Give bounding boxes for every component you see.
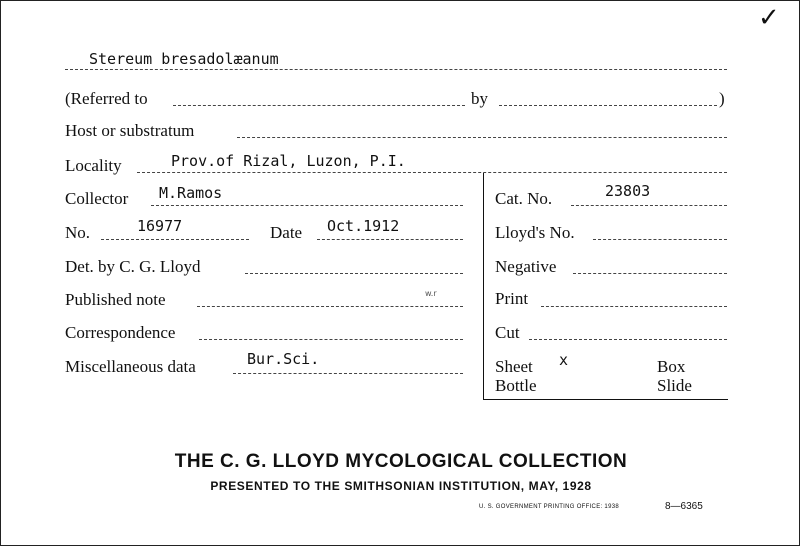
by-line (499, 105, 717, 106)
published-line (197, 306, 463, 307)
correspondence-line (199, 339, 463, 340)
host-line (237, 137, 727, 138)
det-label: Det. by C. G. Lloyd (65, 257, 201, 276)
date-line (317, 239, 463, 240)
referred-to-label: (Referred to (65, 89, 148, 108)
species-name: Stereum bresadolæanum (89, 50, 279, 68)
no-value: 16977 (137, 217, 183, 235)
right-box-border (483, 173, 484, 399)
locality-value: Prov.of Rizal, Luzon, P.I. (171, 152, 406, 170)
published-label: Published note (65, 290, 166, 309)
collector-line (151, 205, 463, 206)
referred-to-line (173, 105, 465, 106)
negative-label: Negative (495, 257, 557, 276)
box-label: Box (657, 357, 686, 376)
misc-label: Miscellaneous data (65, 357, 196, 376)
cut-line (529, 339, 727, 340)
sheet-label: Sheet (495, 357, 533, 376)
locality-line (137, 172, 727, 173)
printer-imprint: U. S. GOVERNMENT PRINTING OFFICE: 1938 (479, 504, 619, 510)
print-line (541, 306, 727, 307)
locality-label: Locality (65, 156, 122, 175)
form-number: 8—6365 (665, 501, 703, 512)
slide-label: Slide (657, 376, 692, 395)
date-value: Oct.1912 (327, 217, 400, 235)
det-line (245, 273, 463, 274)
negative-line (573, 273, 727, 274)
close-paren: ) (719, 89, 725, 108)
correspondence-label: Correspondence (65, 323, 176, 342)
collection-subtitle: PRESENTED TO THE SMITHSONIAN INSTITUTION, MAY, 1928 (210, 479, 592, 493)
check-mark: ✓ (758, 3, 780, 33)
host-label: Host or substratum (65, 121, 195, 140)
species-line (65, 69, 727, 70)
cut-label: Cut (495, 323, 520, 342)
right-box-bottom (483, 399, 728, 400)
cat-no-value: 23803 (605, 182, 651, 200)
published-mark: w.r (425, 289, 437, 298)
date-label: Date (270, 223, 303, 242)
collector-value: M.Ramos (159, 184, 223, 202)
bottle-label: Bottle (495, 376, 537, 395)
no-label: No. (65, 223, 91, 242)
misc-line (233, 373, 463, 374)
cat-no-line (571, 205, 727, 206)
collection-title: THE C. G. LLOYD MYCOLOGICAL COLLECTION (174, 451, 628, 472)
no-line (101, 239, 249, 240)
sheet-mark: x (559, 351, 569, 369)
print-label: Print (495, 289, 529, 308)
cat-no-label: Cat. No. (495, 189, 553, 208)
by-label: by (471, 89, 488, 108)
misc-value: Bur.Sci. (247, 350, 320, 368)
lloyds-no-label: Lloyd's No. (495, 223, 575, 242)
collector-label: Collector (65, 189, 129, 208)
lloyds-no-line (593, 239, 727, 240)
